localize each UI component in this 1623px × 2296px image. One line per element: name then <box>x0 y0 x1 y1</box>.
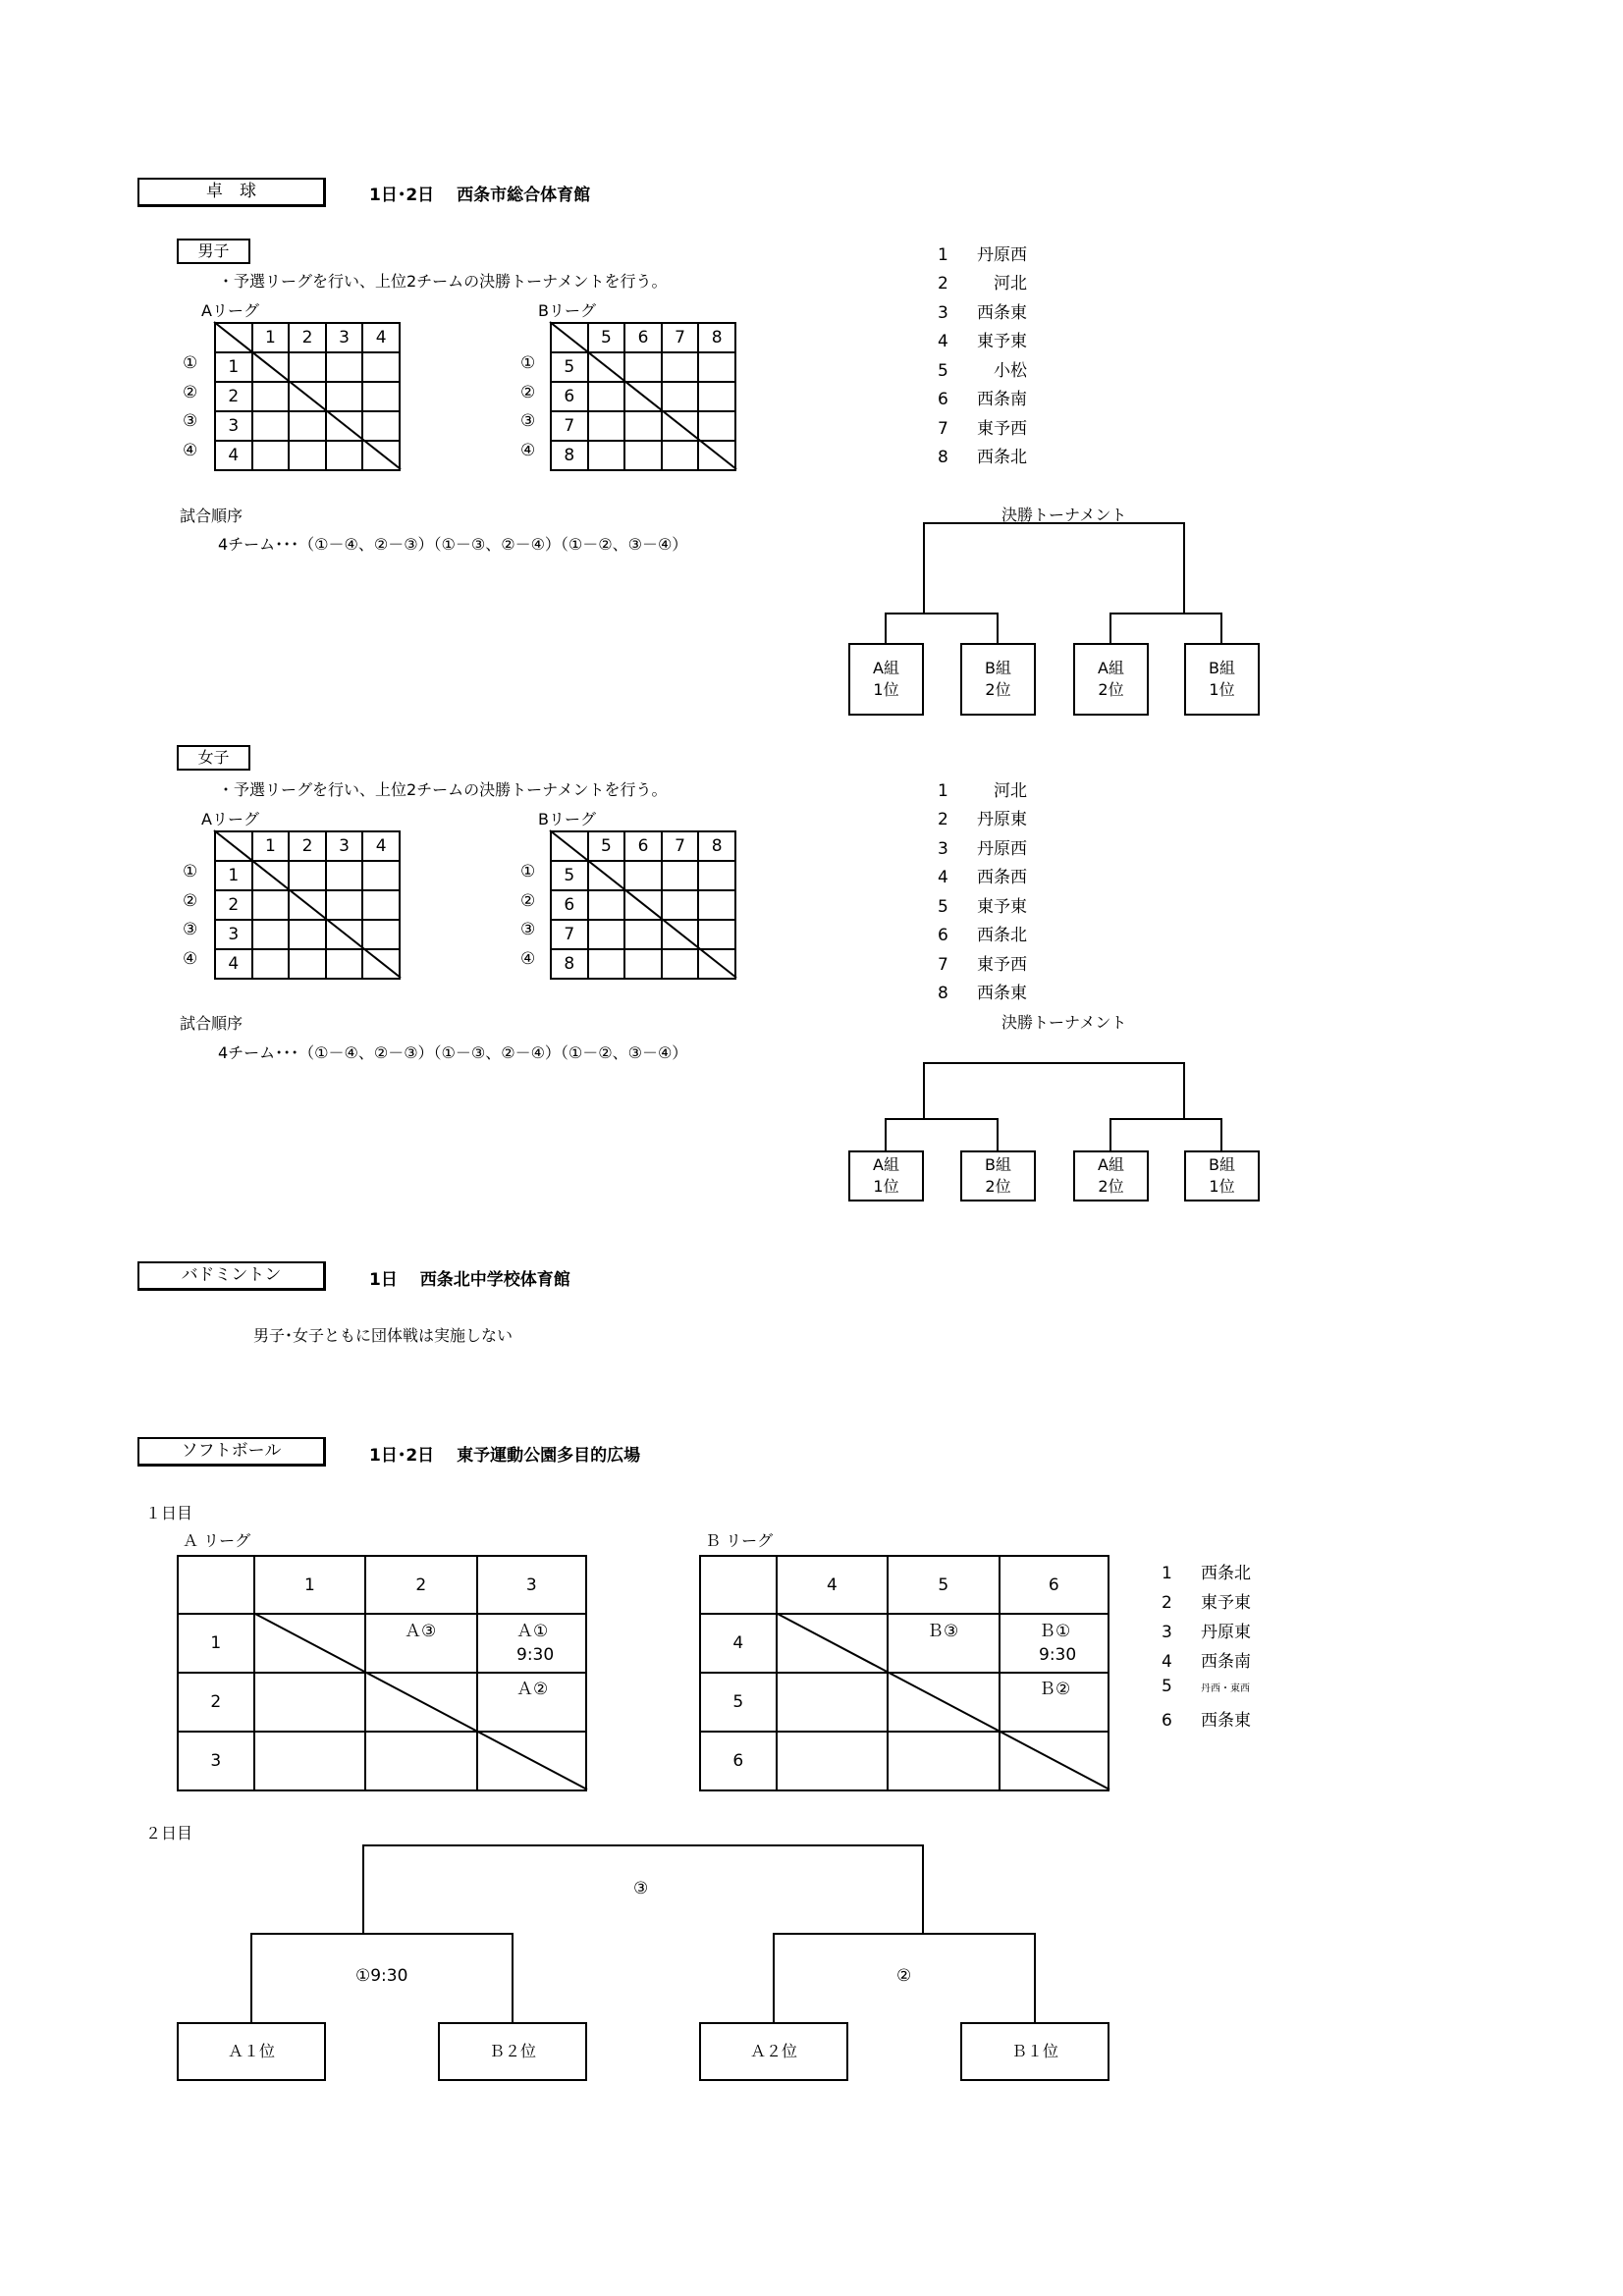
girls-note: ・予選リーグを行い、上位2チームの決勝トーナメントを行う。 <box>218 780 668 799</box>
col-header: 7 <box>662 831 699 861</box>
col-header: 1 <box>254 1556 365 1614</box>
bracket-line <box>924 523 1184 556</box>
team-entry: 4 西条西 <box>938 868 1027 887</box>
boys-note: ・予選リーグを行い、上位2チームの決勝トーナメントを行う。 <box>218 272 668 291</box>
team-entry: 3 丹原西 <box>938 839 1027 859</box>
match-note: Ａ② <box>516 1680 549 1699</box>
match-note: Ａ③ <box>405 1622 437 1641</box>
boys-order-text: 4チーム･･･（①－④、②－③）（①－③、②－④）（①－②、③－④） <box>218 535 688 554</box>
match-note: Ｂ② <box>1039 1680 1071 1699</box>
row-header: 4 <box>215 441 252 470</box>
team-entry: 8 西条東 <box>938 984 1027 1003</box>
circle-num: ① <box>183 353 198 373</box>
col-header: 3 <box>326 323 363 352</box>
diagonal-line <box>214 322 401 469</box>
bracket-box: Ａ１位 <box>177 2022 326 2081</box>
bracket-box: A組 2位 <box>1073 643 1149 716</box>
team-entry: 6 西条北 <box>938 926 1027 945</box>
table-tennis-schedule: 1日･2日 西条市総合体育館 <box>369 186 591 205</box>
boys-order-label: 試合順序 <box>180 507 243 525</box>
boys-tournament-label: 決勝トーナメント <box>1001 506 1127 524</box>
col-header: 5 <box>588 323 625 352</box>
team-entry: 2 丹原東 <box>938 810 1027 829</box>
table-tennis-title: 卓 球 <box>206 182 256 201</box>
circle-num: ② <box>183 891 198 911</box>
circle-num: ① <box>183 862 198 881</box>
team-entry: 5 東予東 <box>938 897 1027 917</box>
col-header: 2 <box>289 323 326 352</box>
bracket-line <box>886 1119 998 1150</box>
boys-league-b-label: Bリーグ <box>538 301 596 320</box>
diagonal-line <box>776 1613 1109 1789</box>
bracket-box: A組 1位 <box>848 643 924 716</box>
team-entry: 1 河北 <box>938 781 1027 801</box>
badminton-title: バドミントン <box>181 1265 282 1285</box>
row-header: 8 <box>551 949 588 979</box>
col-header: 5 <box>588 831 625 861</box>
bracket-box: B組 1位 <box>1184 643 1260 716</box>
col-header: 2 <box>365 1556 476 1614</box>
col-header: 1 <box>252 831 290 861</box>
boys-label: 男子 <box>197 241 230 260</box>
row-header: 2 <box>215 382 252 411</box>
team-entry: 1 丹原西 <box>938 245 1027 265</box>
circle-num: ① <box>520 862 536 881</box>
col-header: 2 <box>289 831 326 861</box>
softball-league-b-label: Ｂ リーグ <box>705 1531 774 1550</box>
team-entry: 4 東予東 <box>938 332 1027 351</box>
circle-num: ① <box>520 353 536 373</box>
bracket-box: Ｂ１位 <box>960 2022 1109 2081</box>
row-header: 4 <box>215 949 252 979</box>
team-entry: 5 小松 <box>938 361 1027 381</box>
bracket-line <box>924 1063 1184 1119</box>
match-note: Ｂ① <box>1039 1622 1071 1641</box>
bracket-box: B組 1位 <box>1184 1150 1260 1201</box>
team-entry: 4 西条南 <box>1162 1652 1251 1672</box>
row-header: 8 <box>551 441 588 470</box>
bracket-line <box>1110 1119 1221 1150</box>
row-header: 3 <box>215 920 252 949</box>
row-header: 2 <box>178 1673 254 1732</box>
row-header: 1 <box>215 861 252 890</box>
girls-tournament-label: 決勝トーナメント <box>1001 1013 1127 1032</box>
bracket-line <box>1110 614 1221 643</box>
girls-order-text: 4チーム･･･（①－④、②－③）（①－③、②－④）（①－②、③－④） <box>218 1043 688 1062</box>
col-header: 6 <box>624 323 662 352</box>
team-entry: 7 東予西 <box>938 419 1027 439</box>
team-entry: 2 東予東 <box>1162 1593 1251 1613</box>
circle-num: ③ <box>183 920 198 939</box>
bracket-line <box>886 614 998 643</box>
col-header: 6 <box>624 831 662 861</box>
circle-num: ② <box>183 383 198 402</box>
team-entry: 6 西条南 <box>938 390 1027 409</box>
badminton-schedule: 1日 西条北中学校体育館 <box>369 1270 570 1290</box>
girls-league-b-label: Bリーグ <box>538 810 596 828</box>
row-header: 3 <box>215 411 252 441</box>
softball-day2-label: ２日目 <box>145 1824 193 1842</box>
row-header: 3 <box>178 1732 254 1790</box>
boys-league-a-label: Aリーグ <box>201 301 259 320</box>
team-entry: 1 西条北 <box>1162 1564 1251 1583</box>
match-note: Ａ① <box>516 1622 549 1641</box>
row-header: 7 <box>551 411 588 441</box>
bracket-box: B組 2位 <box>960 1150 1036 1201</box>
softball-schedule: 1日･2日 東予運動公園多目的広場 <box>369 1446 641 1466</box>
col-header: 3 <box>326 831 363 861</box>
col-header: 6 <box>1000 1556 1109 1614</box>
row-header: 7 <box>551 920 588 949</box>
team-entry: 7 東予西 <box>938 955 1027 975</box>
left-match-label: ①9:30 <box>355 1966 408 1986</box>
girls-label: 女子 <box>197 748 230 767</box>
badminton-note: 男子･女子ともに団体戦は実施しない <box>253 1326 514 1345</box>
team-entry: 5 丹西・東西 <box>1162 1677 1250 1696</box>
col-header: 4 <box>362 831 400 861</box>
diagonal-line <box>550 830 736 978</box>
col-header: 1 <box>252 323 290 352</box>
final-match-label: ③ <box>633 1879 649 1898</box>
circle-num: ③ <box>520 920 536 939</box>
col-header: 4 <box>362 323 400 352</box>
circle-num: ③ <box>183 411 198 431</box>
row-header: 6 <box>551 382 588 411</box>
row-header: 6 <box>700 1732 777 1790</box>
row-header: 2 <box>215 890 252 920</box>
team-entry: 3 西条東 <box>938 303 1027 323</box>
girls-order-label: 試合順序 <box>180 1014 243 1033</box>
circle-num: ② <box>520 891 536 911</box>
col-header: 3 <box>477 1556 586 1614</box>
col-header: 4 <box>777 1556 888 1614</box>
row-header: 5 <box>700 1673 777 1732</box>
row-header: 1 <box>215 352 252 382</box>
match-note: 9:30 <box>1039 1645 1077 1665</box>
bracket-line <box>363 1845 923 1934</box>
diagonal-line <box>214 830 401 978</box>
softball-league-a-label: Ａ リーグ <box>183 1531 251 1550</box>
match-note: Ｂ③ <box>927 1622 959 1641</box>
match-note: 9:30 <box>516 1645 555 1665</box>
circle-num: ③ <box>520 411 536 431</box>
circle-num: ④ <box>520 441 536 460</box>
row-header: 6 <box>551 890 588 920</box>
right-match-label: ② <box>896 1966 912 1986</box>
bracket-box: B組 2位 <box>960 643 1036 716</box>
col-header: 5 <box>888 1556 999 1614</box>
bracket-line <box>774 1934 1035 2022</box>
circle-num: ② <box>520 383 536 402</box>
team-entry: 2 河北 <box>938 274 1027 294</box>
team-entry: 6 西条東 <box>1162 1711 1251 1731</box>
row-header: 5 <box>551 352 588 382</box>
col-header: 8 <box>698 323 735 352</box>
girls-league-a-label: Aリーグ <box>201 810 259 828</box>
softball-title: ソフトボール <box>181 1441 282 1461</box>
team-entry: 3 丹原東 <box>1162 1623 1251 1642</box>
diagonal-line <box>253 1613 587 1789</box>
circle-num: ④ <box>183 441 198 460</box>
bracket-box: Ｂ２位 <box>438 2022 587 2081</box>
circle-num: ④ <box>183 949 198 969</box>
circle-num: ④ <box>520 949 536 969</box>
row-header: 1 <box>178 1614 254 1673</box>
softball-day1-label: １日目 <box>145 1504 193 1522</box>
row-header: 5 <box>551 861 588 890</box>
bracket-line <box>251 1934 513 2022</box>
col-header: 8 <box>698 831 735 861</box>
bracket-box: A組 2位 <box>1073 1150 1149 1201</box>
bracket-box: A組 1位 <box>848 1150 924 1201</box>
col-header: 7 <box>662 323 699 352</box>
diagonal-line <box>550 322 736 469</box>
bracket-box: Ａ２位 <box>699 2022 848 2081</box>
team-entry: 8 西条北 <box>938 448 1027 467</box>
row-header: 4 <box>700 1614 777 1673</box>
